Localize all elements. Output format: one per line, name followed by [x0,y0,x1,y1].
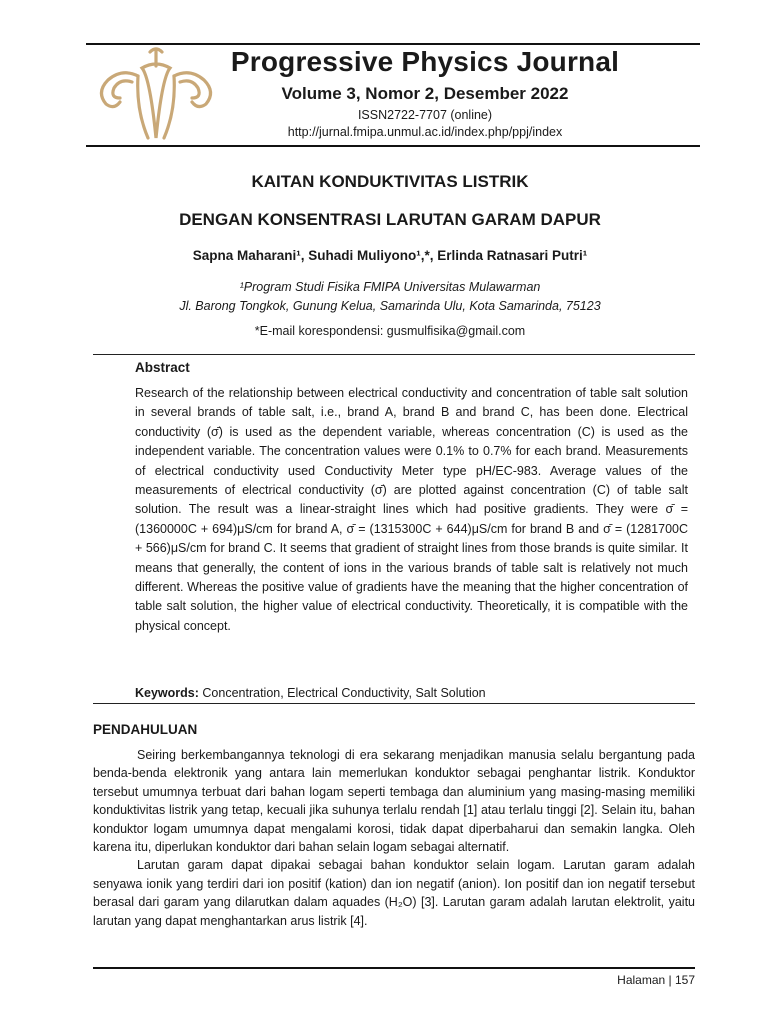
intro-paragraph-1: Seiring berkembangannya teknologi di era sekarang menjadikan manusia selalu bergantung pada benda-benda elektronik yang antara lain memerlukan konduktor sebagai penghantar listrik. Konduktor tersebut umumnya terbuat dari bahan logam seperti tembaga dan aluminium yang masing-masing memiliki konduktivitas listrik yang tetap, kecuali jika suhunya terlalu rendah [1] atau terlalu tinggi [2]. Selain itu, bahan konduktor logam umumnya dapat mengalami korosi, tidak dapat diperbaharui dan semakin langka. Oleh karena itu, diperlukan konduktor dari bahan selain logam sebagai alternatif. [93,748,695,855]
journal-issn: ISSN2722-7707 (online) [357,108,493,122]
intro-body [93,746,695,930]
header-bottom-rule [86,145,700,147]
journal-title: Progressive Physics Journal [230,46,620,77]
section-heading-pendahuluan: PENDAHULUAN [93,722,198,737]
keywords-text: Concentration, Electrical Conductivity, Salt Solution [202,686,486,700]
affiliation-line1: ¹Program Studi Fisika FMIPA Universitas Mulawarman [239,280,541,294]
logo-left-leaf [138,76,148,138]
header-top-rule [86,43,700,45]
logo-left-outer-curl [101,73,138,107]
keywords-line [135,686,486,700]
author-list: Sapna Maharani¹, Suhadi Muliyono¹,*, Erlinda Ratnasari Putri¹ [192,248,588,263]
footer-rule [93,967,695,969]
logo-right-outer-curl [174,73,211,107]
correspondence-email[interactable]: *E-mail korespondensi: gusmulfisika@gmail.com [254,324,526,338]
journal-volume: Volume 3, Nomor 2, Desember 2022 [281,84,569,103]
logo-left-inner-curl [113,81,132,98]
page-number: Halaman | 157 [617,973,695,987]
keywords-label: Keywords: [135,686,199,700]
abstract-text: Research of the relationship between electrical conductivity and concentration of table salt solution in several brands of table salt, i.e., brand A, brand B and brand C, has been done. Electrical conductivity (σ̄) is used as the dependent variable, whereas concentration (C) is used as the independent variable. The concentration values were 0.1% to 0.7% for each brand. Measurements of electrical conductivity used Conductivity Meter type pH/EC-983. Average values of the measurements of electrical conductivity (σ̄) are plotted against concentration (C) of table salt solution. The result was a linear-straight lines which had positive gradients. They were σ̄ = (1360000C + 694)μS/cm for brand A, σ̄ = (1315300C + 644)μS/cm for brand B and σ̄ = (1281700C + 566)μS/cm for brand C. It seems that gradient of straight lines from those brands is quite similar. It means that generally, the content of ions in the various brands of table salt is relatively not much different. Whereas the positive value of gradients have the meaning that the higher concentration of table salt solution, the higher value of electrical conductivity. Theoretically, it is compatible with the physical concept. [135,386,688,633]
affiliation-line2: Jl. Barong Tongkok, Gunung Kelua, Samarinda Ulu, Kota Samarinda, 75123 [179,299,601,313]
journal-url[interactable]: http://jurnal.fmipa.unmul.ac.id/index.php/ppj/index [287,125,563,139]
paper-title-line1: KAITAN KONDUKTIVITAS LISTRIK [251,172,529,191]
intro-paragraph-2: Larutan garam dapat dipakai sebagai bahan konduktor selain logam. Larutan garam adalah senyawa ionik yang terdiri dari ion positif (kation) dan ion negatif (anion). Ion positif dan ion negatif tersebut berasal dari garam yang dilarutkan dalam aquades (H₂O) [3]. Larutan garam adalah larutan elektrolit, yaitu larutan yang dapat menghantarkan arus listrik [4]. [93,858,695,928]
logo-right-inner-curl [180,81,199,98]
paper-title-line2: DENGAN KONSENTRASI LARUTAN GARAM DAPUR [179,210,601,229]
logo-center-petal [142,64,170,138]
logo-right-leaf [164,76,174,138]
journal-logo [92,46,220,142]
abstract-heading: Abstract [135,360,190,375]
abstract-top-rule [93,354,695,355]
abstract-bottom-rule [93,703,695,704]
